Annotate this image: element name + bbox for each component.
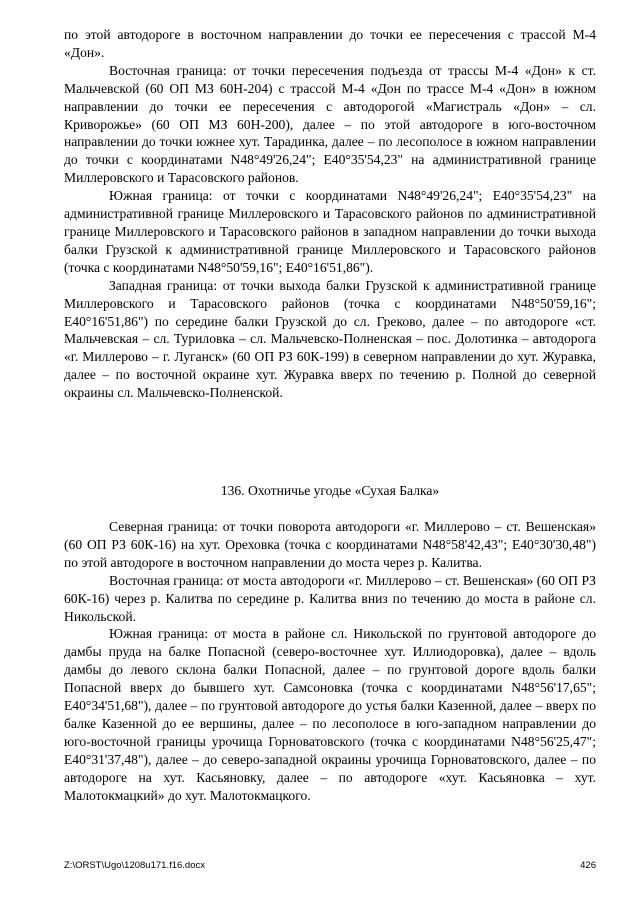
paragraph-east-border-2: Восточная граница: от моста автодороги «г. Миллерово – ст. Вешенская» (60 ОП РЗ 60К-16) через р. Калитва по середине р. Калитва вниз по течению до моста в районе сл. Никольской. [64,572,596,624]
paragraph-west-border: Западная граница: от точки выхода балки Грузской к административной границе Миллеровского и Тарасовского районов (точка с координатами N48°50'59,16"; E40°16'51,86") по середине балки Грузской до сл. Греково, далее – по автодороге «ст. Мальчевская – сл. Туриловка – сл. Мальчевско-Полненская – пос. Долотинка – автодорога «г. Миллерово – г. Луганск» (60 ОП РЗ 60К-199) в северном направлении до хут. Журавка, далее – по восточной окраине хут. Журавка вверх по течению р. Полной до северной окраины сл. Мальчевско-Полненской. [64,277,596,401]
paragraph-east-border: Восточная граница: от точки пересечения подъезда от трассы М-4 «Дон» к ст. Мальчевской (60 ОП МЗ 60Н-204) с трассой М-4 «Дон по трассе М-4 «Дон» в южном направлении до точки ее пересечения с автодорогой «Магистраль «Дон» – сл. Криворожье» (60 ОП МЗ 60Н-200), далее – по этой автодороге в юго-восточном направлении до точки южнее хут. Тарадинка, далее – по лесополосе в южном направлении до точки с координатами N48°49'26,24"; E40°35'54,23" на административной границе Миллеровского и Тарасовского районов. [64,62,596,186]
page-number: 426 [580,860,596,871]
paragraph-north-border: Северная граница: от точки поворота автодороги «г. Миллерово – ст. Вешенская» (60 ОП РЗ 60К-16) на хут. Ореховка (точка с координатами N48°58'42,43"; E40°30'30,48") по этой автодороге в восточном направлении до моста через р. Калитва. [64,519,596,570]
section-heading: 136. Охотничье угодье «Сухая Балка» [220,483,440,498]
paragraph-south-border-2: Южная граница: от моста в районе сл. Никольской по грунтовой автодороге до дамбы пруда на балке Попасной (северо-восточнее хут. Иллиодоровка), далее – вдоль дамбы до левого склона балки Попасной, далее – по грунтовой дороге вдоль балки Попасной вверх до бывшего хут. Самсоновка (точка с координатами N48°56'17,65"; E40°34'51,68"), далее – по грунтовой автодороге до устья балки Казенной, далее – вверх по балке Казенной до ее вершины, далее – по лесополосе в юго-западном направлении до юго-восточной границы урочища Горноватовского (точка с координатами N48°56'25,47"; E40°31'37,48"), далее – до северо-западной окраины урочища Горноватовского, далее – по автодороге на хут. Касьяновку, далее – по автодороге «хут. Касьяновка – хут. Малотокмацкий» до хут. Малотокмацкого. [64,626,596,803]
section-bottom [64,518,596,805]
paragraph-continuation: по этой автодороге в восточном направлении до точки ее пересечения с трассой М-4 «Дон». [64,27,596,60]
section-top [64,26,596,402]
paragraph-south-border: Южная граница: от точки с координатами N48°49'26,24"; E40°35'54,23" на административной границе Миллеровского и Тарасовского районов по административной границе Миллеровского и Тарасовского районов в западном направлении до точки выхода балки Грузской к административной границе Миллеровского и Тарасовского районов (точка с координатами N48°50'59,16"; E40°16'51,86"). [64,188,596,275]
file-path: Z:\ORST\Ugo\1208u171.f16.docx [64,860,205,871]
